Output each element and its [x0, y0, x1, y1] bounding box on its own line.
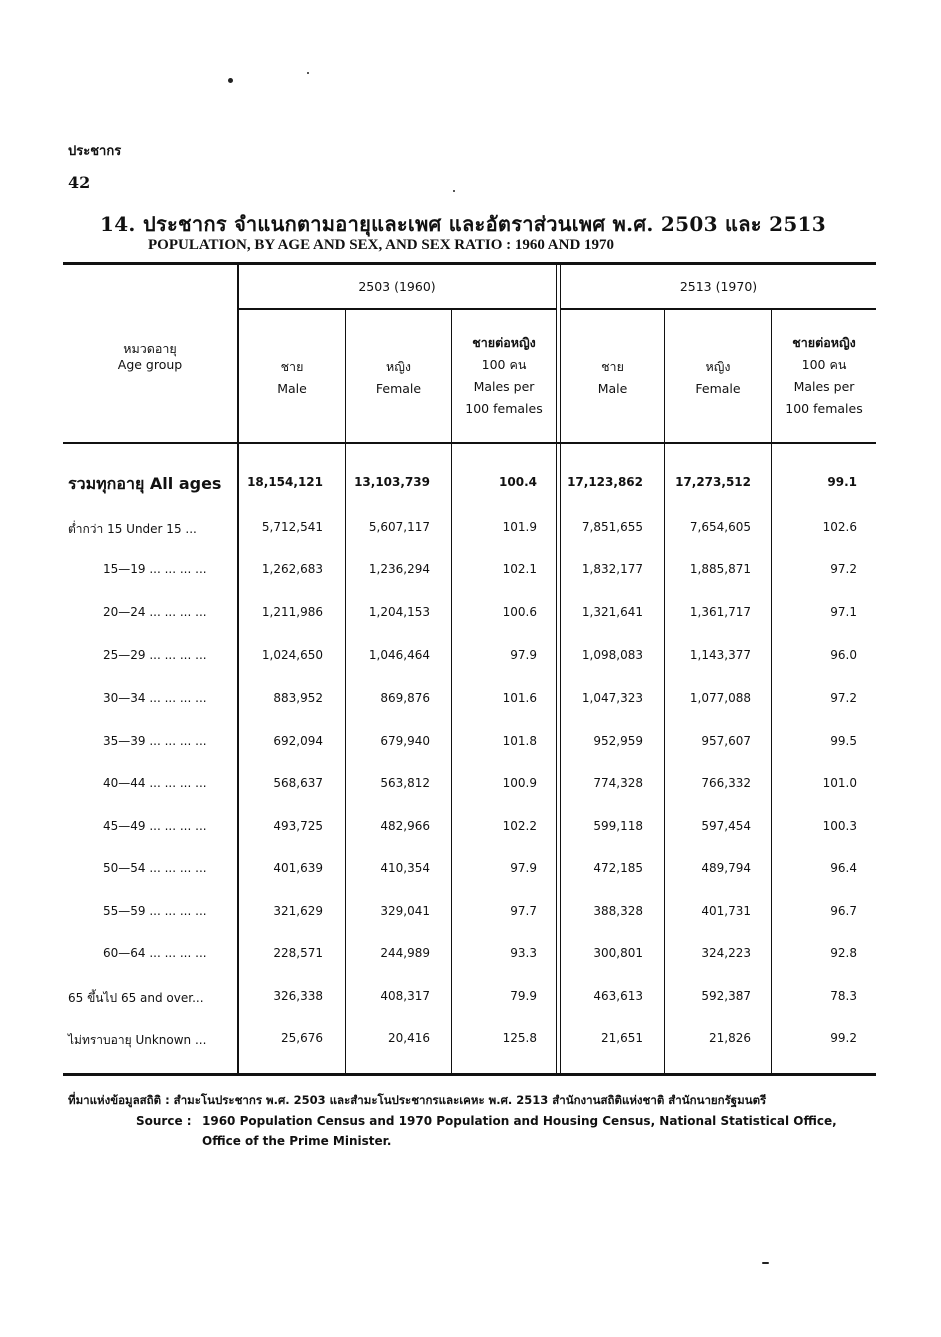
table-bottom-rule [63, 1073, 876, 1076]
table-cell-f1960: 1,204,153 [368, 605, 430, 619]
table-cell-f1960: 1,046,464 [368, 648, 430, 662]
table-cell-r1960: 97.9 [510, 648, 537, 662]
row-label: 60—64 ... ... ... ... [103, 946, 207, 960]
page-number: 42 [68, 173, 91, 192]
table-cell-r1970: 97.2 [830, 562, 857, 576]
female-en: Female [695, 381, 741, 396]
table-cell-m1960: 493,725 [273, 819, 323, 833]
ratio-th1: ชายต่อหญิง [792, 335, 856, 350]
row-label: ต่ำกว่า 15 Under 15 ... [68, 522, 197, 536]
table-cell-r1960: 102.2 [502, 819, 537, 833]
table-cell-m1960: 1,262,683 [261, 562, 323, 576]
ratio-en1: Males per [473, 379, 535, 394]
row-label: ไม่ทราบอายุ Unknown ... [68, 1033, 207, 1047]
row-label: 65 ขึ้นไป 65 and over... [68, 991, 204, 1005]
table-cell-m1970: 7,851,655 [581, 520, 643, 534]
table-cell-m1970: 1,047,323 [581, 691, 643, 705]
row-label: 30—34 ... ... ... ... [103, 691, 207, 705]
table-cell-m1960: 401,639 [273, 861, 323, 875]
table-cell-f1960: 13,103,739 [354, 475, 430, 489]
table-title-thai: 14. ประชากร จำแนกตามอายุและเพศ และอัตราส่วนเพศ พ.ศ. 2503 และ 2513 [100, 212, 826, 236]
table-cell-m1970: 463,613 [593, 989, 643, 1003]
table-cell-f1970: 401,731 [701, 904, 751, 918]
table-cell-f1970: 324,223 [701, 946, 751, 960]
age-group-header [63, 338, 237, 376]
table-cell-f1970: 592,387 [701, 989, 751, 1003]
table-top-rule [63, 262, 876, 265]
table-cell-r1960: 101.9 [502, 520, 537, 534]
female-1970-header [665, 356, 771, 400]
table-cell-m1970: 952,959 [593, 734, 643, 748]
source-label: Source : [136, 1114, 192, 1128]
table-cell-f1960: 563,812 [380, 776, 430, 790]
male-th: ชาย [280, 359, 304, 374]
table-cell-r1960: 79.9 [510, 989, 537, 1003]
ratio-th2: 100 คน [481, 357, 527, 372]
male-1970-header [561, 356, 664, 400]
row-label: 20—24 ... ... ... ... [103, 605, 207, 619]
table-cell-m1970: 300,801 [593, 946, 643, 960]
row-label: 35—39 ... ... ... ... [103, 734, 207, 748]
table-cell-r1970: 100.3 [822, 819, 857, 833]
table-cell-f1970: 766,332 [701, 776, 751, 790]
table-cell-m1970: 1,098,083 [581, 648, 643, 662]
table-cell-r1970: 102.6 [822, 520, 857, 534]
table-cell-r1970: 101.0 [822, 776, 857, 790]
age-group-en: Age group [117, 357, 183, 372]
female-1960-header [346, 356, 451, 400]
header-bottom-rule [63, 442, 876, 444]
ratio-1960-header [452, 332, 556, 420]
table-cell-m1970: 472,185 [593, 861, 643, 875]
table-cell-m1970: 599,118 [593, 819, 643, 833]
table-cell-r1970: 97.2 [830, 691, 857, 705]
table-cell-r1970: 99.5 [830, 734, 857, 748]
source-thai: ที่มาแห่งข้อมูลสถิติ : สำมะโนประชากร พ.ศ. 2503 และสำมะโนประชากรและเคหะ พ.ศ. 2513 สำนักงานสถิติแห่งชาติ สำนักนายกรัฐมนตรี [68, 1093, 767, 1107]
male-en: Male [597, 381, 628, 396]
table-cell-m1960: 228,571 [273, 946, 323, 960]
row-label: 50—54 ... ... ... ... [103, 861, 207, 875]
table-cell-r1960: 101.8 [502, 734, 537, 748]
table-cell-f1970: 489,794 [701, 861, 751, 875]
table-cell-r1960: 100.6 [502, 605, 537, 619]
table-cell-m1960: 5,712,541 [261, 520, 323, 534]
table-cell-f1970: 17,273,512 [675, 475, 751, 489]
table-cell-f1970: 7,654,605 [689, 520, 751, 534]
table-cell-m1960: 568,637 [273, 776, 323, 790]
ratio-th2: 100 คน [801, 357, 847, 372]
table-cell-f1970: 597,454 [701, 819, 751, 833]
table-cell-f1970: 1,077,088 [689, 691, 751, 705]
row-label: 15—19 ... ... ... ... [103, 562, 207, 576]
ratio-en2: 100 females [465, 401, 543, 416]
table-cell-m1960: 326,338 [273, 989, 323, 1003]
year-1970-header: 2513 (1970) [679, 279, 758, 294]
table-cell-f1960: 408,317 [380, 989, 430, 1003]
table-cell-r1960: 97.9 [510, 861, 537, 875]
table-cell-r1960: 100.4 [499, 475, 537, 489]
scan-dot [228, 78, 233, 83]
table-cell-m1960: 1,211,986 [261, 605, 323, 619]
table-cell-m1970: 21,651 [601, 1031, 643, 1045]
male-en: Male [277, 381, 307, 396]
table-cell-r1960: 125.8 [502, 1031, 537, 1045]
section-label: ประชากร [68, 144, 122, 159]
table-cell-r1970: 96.4 [830, 861, 857, 875]
scan-dot [453, 190, 455, 192]
male-th: ชาย [601, 359, 624, 374]
table-cell-f1960: 20,416 [388, 1031, 430, 1045]
ratio-th1: ชายต่อหญิง [472, 335, 536, 350]
source-line-2: Office of the Prime Minister. [202, 1134, 392, 1148]
ratio-1970-header [772, 332, 876, 420]
table-title-english: POPULATION, BY AGE AND SEX, AND SEX RATIO : 1960 AND 1970 [148, 237, 615, 253]
year1-rule [238, 308, 556, 310]
female-th: หญิง [705, 359, 731, 374]
table-cell-f1960: 329,041 [380, 904, 430, 918]
table-cell-f1970: 21,826 [709, 1031, 751, 1045]
ratio-en1: Males per [793, 379, 855, 394]
female-en: Female [375, 381, 422, 396]
table-cell-r1960: 100.9 [502, 776, 537, 790]
table-cell-r1960: 97.7 [510, 904, 537, 918]
table-cell-f1960: 410,354 [380, 861, 430, 875]
table-cell-r1970: 96.7 [830, 904, 857, 918]
table-cell-f1960: 679,940 [380, 734, 430, 748]
table-cell-m1970: 1,321,641 [581, 605, 643, 619]
female-th: หญิง [386, 359, 411, 374]
table-cell-f1960: 869,876 [380, 691, 430, 705]
table-cell-m1970: 1,832,177 [581, 562, 643, 576]
table-cell-r1960: 102.1 [502, 562, 537, 576]
table-cell-m1960: 883,952 [273, 691, 323, 705]
scan-dot [762, 1262, 769, 1264]
year-1960-header: 2503 (1960) [358, 279, 436, 294]
row-label: 55—59 ... ... ... ... [103, 904, 207, 918]
table-cell-r1970: 97.1 [830, 605, 857, 619]
table-cell-r1970: 92.8 [830, 946, 857, 960]
table-cell-f1960: 244,989 [380, 946, 430, 960]
table-cell-f1960: 5,607,117 [368, 520, 430, 534]
table-cell-f1970: 1,361,717 [689, 605, 751, 619]
table-cell-r1960: 101.6 [502, 691, 537, 705]
table-cell-f1970: 957,607 [701, 734, 751, 748]
table-cell-r1970: 78.3 [830, 989, 857, 1003]
scan-dot [307, 72, 309, 74]
table-cell-r1970: 99.1 [827, 475, 857, 489]
source-line-1: 1960 Population Census and 1970 Population and Housing Census, National Statistical Office, [202, 1114, 837, 1128]
row-label: 40—44 ... ... ... ... [103, 776, 207, 790]
table-cell-m1970: 774,328 [593, 776, 643, 790]
table-cell-r1970: 99.2 [830, 1031, 857, 1045]
row-label: รวมทุกอายุ All ages [68, 474, 222, 493]
table-cell-f1960: 1,236,294 [368, 562, 430, 576]
table-cell-m1970: 388,328 [593, 904, 643, 918]
age-group-th: หมวดอายุ [123, 341, 177, 356]
table-cell-f1970: 1,143,377 [689, 648, 751, 662]
row-label: 45—49 ... ... ... ... [103, 819, 207, 833]
table-cell-m1960: 25,676 [281, 1031, 323, 1045]
table-cell-m1960: 321,629 [273, 904, 323, 918]
table-cell-m1960: 18,154,121 [247, 475, 323, 489]
row-label: 25—29 ... ... ... ... [103, 648, 207, 662]
table-cell-r1970: 96.0 [830, 648, 857, 662]
year2-rule [561, 308, 876, 310]
table-cell-f1970: 1,885,871 [689, 562, 751, 576]
table-cell-f1960: 482,966 [380, 819, 430, 833]
ratio-en2: 100 females [785, 401, 863, 416]
table-cell-m1960: 1,024,650 [261, 648, 323, 662]
male-1960-header [239, 356, 345, 400]
table-cell-r1960: 93.3 [510, 946, 537, 960]
table-cell-m1960: 692,094 [273, 734, 323, 748]
table-cell-m1970: 17,123,862 [567, 475, 643, 489]
